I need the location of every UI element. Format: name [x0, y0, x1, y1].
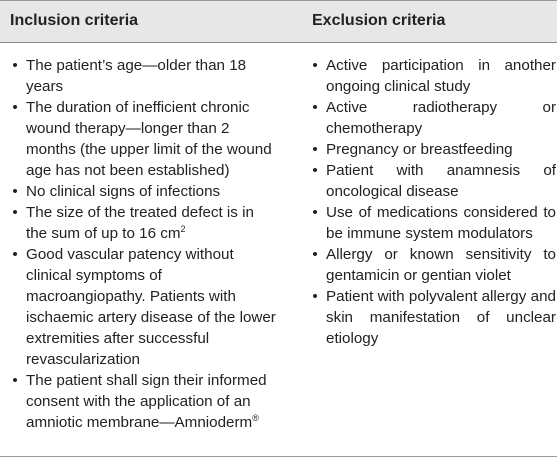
- bullet-icon: •: [312, 162, 318, 179]
- list-item: [8, 55, 278, 97]
- inclusion-item-informed-consent: The patient shall sign their informed consent with the application of an amniotic membrane—Amnioderm: [26, 372, 267, 431]
- bullet-icon: •: [12, 183, 18, 200]
- bullet-icon: •: [312, 204, 318, 221]
- exclusion-item-clinical-study: Active participation in another ongoing clinical study: [326, 57, 556, 95]
- bullet-icon: •: [12, 57, 18, 74]
- list-item: [308, 286, 556, 349]
- exclusion-criteria-list: [308, 55, 556, 349]
- inclusion-item-defect-size: The size of the treated defect is in the sum of up to 16 cm: [26, 204, 254, 242]
- list-item: [308, 244, 556, 286]
- inclusion-criteria-header: Inclusion criteria: [10, 12, 139, 29]
- list-item: [308, 139, 556, 160]
- bullet-icon: •: [12, 204, 18, 221]
- list-item: [308, 160, 556, 202]
- registered-mark-superscript: ®: [252, 413, 259, 423]
- bullet-icon: •: [12, 99, 18, 116]
- list-item: [308, 202, 556, 244]
- list-item: [8, 181, 278, 202]
- inclusion-item-age: The patient’s age—older than 18 years: [26, 57, 247, 95]
- exclusion-item-radiotherapy: Active radiotherapy or chemotherapy: [326, 99, 556, 137]
- list-item: [8, 370, 278, 433]
- header-divider-rule: [0, 42, 557, 43]
- exclusion-item-immune-modulators: Use of medications considered to be immune system modulators: [326, 204, 556, 242]
- bullet-icon: •: [312, 288, 318, 305]
- bullet-icon: •: [312, 99, 318, 116]
- exclusion-item-oncological: Patient with anamnesis of oncological disease: [326, 162, 556, 200]
- list-item: [308, 55, 556, 97]
- list-item: [308, 97, 556, 139]
- list-item: [8, 244, 278, 370]
- area-unit-superscript: 2: [180, 224, 186, 234]
- inclusion-item-vascular-patency: Good vascular patency without clinical symptoms of macroangiopathy. Patients with ischaemic artery disease of the lower extremities after successful revascularization: [26, 246, 276, 368]
- inclusion-criteria-list: [8, 55, 278, 433]
- bullet-icon: •: [312, 246, 318, 263]
- exclusion-item-allergy-sensitivity: Allergy or known sensitivity to gentamicin or gentian violet: [326, 246, 556, 284]
- exclusion-criteria-header: Exclusion criteria: [312, 12, 446, 29]
- bullet-icon: •: [12, 372, 18, 389]
- list-item: [8, 97, 278, 181]
- exclusion-item-polyvalent-allergy: Patient with polyvalent allergy and skin manifestation of unclear etiology: [326, 288, 556, 347]
- inclusion-item-therapy-duration: The duration of inefficient chronic wound therapy—longer than 2 months (the upper limit of the wound age has not been established): [26, 99, 272, 179]
- bullet-icon: •: [312, 57, 318, 74]
- list-item: [8, 202, 278, 244]
- exclusion-item-pregnancy: Pregnancy or breastfeeding: [326, 141, 513, 158]
- bullet-icon: •: [312, 141, 318, 158]
- inclusion-item-no-infection: No clinical signs of infections: [26, 183, 221, 200]
- bullet-icon: •: [12, 246, 18, 263]
